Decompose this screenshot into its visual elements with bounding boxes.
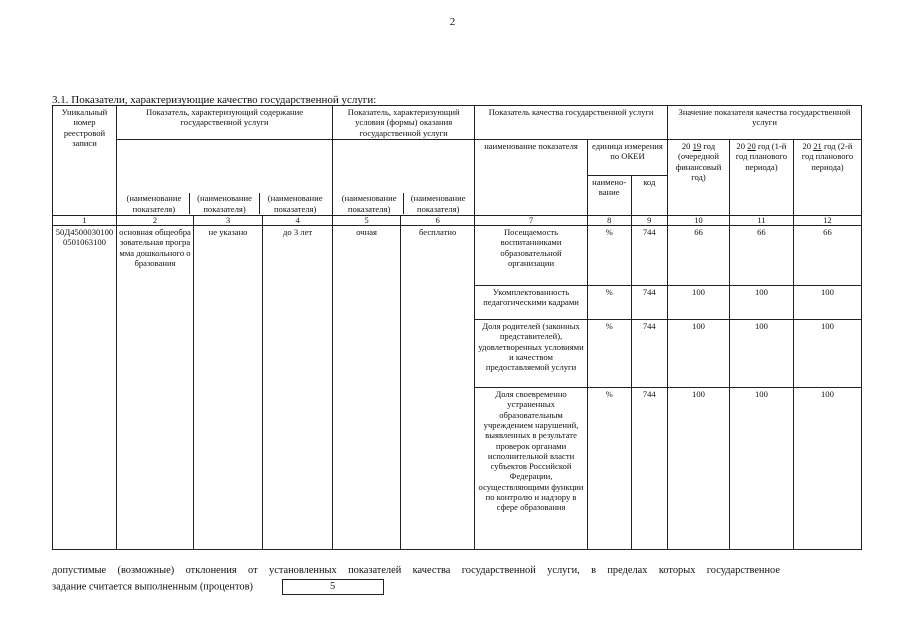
indicator-unit: %	[587, 387, 631, 549]
indicator-name: Доля родителей (законных представителей), удовлетворенных условиями и качеством предоставляемой услуги	[475, 319, 588, 387]
header-okei-code: код	[631, 175, 668, 215]
header-unique-number: Уникальный номер реестровой записи	[53, 106, 117, 216]
indicator-value-2: 100	[729, 285, 793, 319]
indicator-value-1: 100	[668, 285, 730, 319]
header-content-sublabels	[116, 139, 332, 215]
page-number: 2	[449, 16, 456, 28]
column-number: 8	[587, 215, 631, 225]
column-number: 2	[116, 215, 193, 225]
column-number: 6	[401, 215, 475, 225]
header-okei-unit: единица измерения по ОКЕИ	[587, 139, 667, 175]
deviation-note-line1: допустимые (возможные) отклонения от установленных показателей качества государственной услуги, в пределах которых государственное	[52, 565, 780, 576]
header-col6-label: (наименование показателя)	[404, 193, 473, 214]
deviation-value-box: 5	[282, 579, 384, 595]
section-title: 3.1. Показатели, характеризующие качество государственной услуги:	[52, 94, 377, 106]
indicator-value-3: 66	[793, 225, 861, 285]
deviation-note-line2: задание считается выполненным (процентов)	[52, 581, 253, 592]
record-age: до 3 лет	[263, 225, 333, 549]
header-okei-name: наимено-вание	[587, 175, 631, 215]
indicator-value-3: 100	[793, 319, 861, 387]
column-number: 10	[668, 215, 730, 225]
column-number: 1	[53, 215, 117, 225]
quality-indicators-table	[52, 105, 862, 550]
indicator-value-1: 100	[668, 319, 730, 387]
record-payment: бесплатно	[401, 225, 475, 549]
column-number: 9	[631, 215, 668, 225]
header-indicator-value: Значение показателя качества государственной услуги	[668, 106, 862, 140]
header-conditions-sublabels	[333, 139, 475, 215]
indicator-code: 744	[631, 387, 668, 549]
column-number: 3	[194, 215, 263, 225]
column-number: 7	[475, 215, 588, 225]
record-col3: не указано	[194, 225, 263, 549]
indicator-value-1: 66	[668, 225, 730, 285]
indicator-name: Укомплектованность педагогическими кадрами	[475, 285, 588, 319]
indicator-value-2: 66	[729, 225, 793, 285]
indicator-value-1: 100	[668, 387, 730, 549]
indicator-name: Доля своевременно устраненных образовательным учреждением нарушений, выявленных в результате проверок органами исполнительной власти субъектов Российской Федерации, осуществляющими функции по контролю и надзору в сфере образования	[475, 387, 588, 549]
header-year-2: 20 20 год (1-й год планового периода)	[729, 139, 793, 215]
column-number: 11	[729, 215, 793, 225]
indicator-value-3: 100	[793, 285, 861, 319]
record-program: основная общеобразовательная программа дошкольного образования	[116, 225, 193, 549]
column-number: 4	[263, 215, 333, 225]
indicator-name: Посещаемость воспитанниками образовательной организации	[475, 225, 588, 285]
indicator-value-2: 100	[729, 319, 793, 387]
header-col2-label: (наименование показателя)	[126, 193, 182, 214]
indicator-unit: %	[587, 285, 631, 319]
deviation-note	[52, 563, 812, 595]
record-unique-number: 50Д45000301000501063100	[53, 225, 117, 549]
column-number-row	[53, 215, 862, 225]
header-indicator-name: наименование показателя	[475, 139, 588, 215]
header-conditions-indicator: Показатель, характеризующий условия (формы) оказания государственной услуги	[333, 106, 475, 140]
column-number: 12	[793, 215, 861, 225]
record-form: очная	[333, 225, 401, 549]
indicator-unit: %	[587, 319, 631, 387]
indicator-code: 744	[631, 225, 668, 285]
header-content-indicator: Показатель, характеризующий содержание государственной услуги	[116, 106, 332, 140]
indicator-code: 744	[631, 319, 668, 387]
indicator-value-2: 100	[729, 387, 793, 549]
header-col3-label: (наименование показателя)	[189, 193, 259, 214]
header-quality-indicator: Показатель качества государственной услуги	[475, 106, 668, 140]
header-year-3: 20 21 год (2-й год планового периода)	[793, 139, 861, 215]
indicator-unit: %	[587, 225, 631, 285]
indicator-code: 744	[631, 285, 668, 319]
header-col4-label: (наименование показателя)	[260, 193, 330, 214]
header-col5-label: (наименование показателя)	[341, 193, 397, 214]
table-row	[53, 225, 862, 285]
column-number: 5	[333, 215, 401, 225]
header-year-1: 20 19 год (очередной финансовый год)	[668, 139, 730, 215]
indicator-value-3: 100	[793, 387, 861, 549]
